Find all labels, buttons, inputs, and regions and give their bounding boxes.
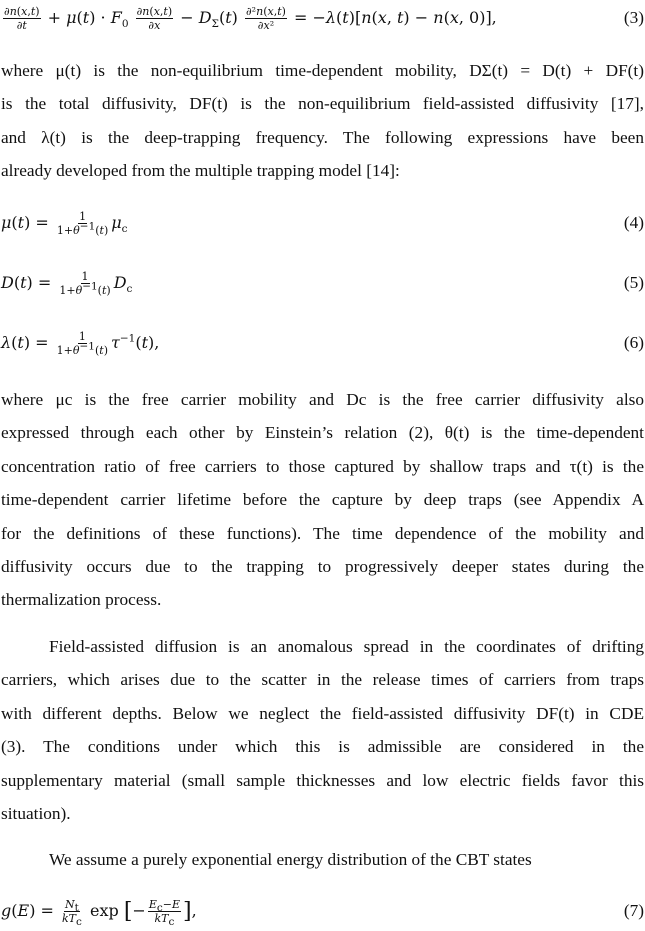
- equation-6-number: (6): [623, 333, 644, 352]
- paragraph-2-line: thermalization process.: [1, 590, 162, 610]
- paragraph-1: [1, 54, 644, 188]
- equation-3: [1, 2, 644, 34]
- paragraph-2-line: expressed through each other by Einstein’s relation (2), θ(t) is the time-dependent: [1, 423, 644, 443]
- paragraph-3-line: with different depths. Below we neglect the field-assisted diffusivity DF(t) in CDE: [1, 703, 644, 723]
- paragraph-2-line: concentration ratio of free carriers to those captured by shallow traps and τ(t) is the: [1, 456, 644, 476]
- paragraph-2-line: for the definitions of these functions). The time dependence of the mobility and: [1, 523, 644, 543]
- paragraph-4-line: We assume a purely exponential energy distribution of the CBT states: [49, 850, 532, 869]
- equation-7: [1, 892, 644, 930]
- equation-7-number: (7): [623, 901, 644, 920]
- paragraph-2-line: where μc is the free carrier mobility and Dc is the free carrier diffusivity also: [1, 390, 644, 409]
- equation-7-body: g(E) = $\frac{N_t}{kT_c}$ exp [− $\frac{E_c-E}{kT_c}$ ],: [1, 897, 197, 928]
- paragraph-2-line: diffusivity occurs due to the trapping to progressively deeper states during the: [1, 556, 644, 576]
- equation-5-body: D(t) = $\frac{1}{1+\theta^{-1}(t)}$ $D_c$: [1, 269, 133, 297]
- paragraph-3-line: (3). The conditions under which this is admissible are considered in the: [1, 737, 644, 757]
- paragraph-3-line: situation).: [1, 803, 71, 823]
- paragraph-2-line: time-dependent carrier lifetime before the capture by deep traps (see Appendix A: [1, 490, 644, 510]
- paragraph-1-line: and λ(t) is the deep-trapping frequency. The following expressions have been: [1, 127, 644, 147]
- paragraph-1-line: where μ(t) is the non-equilibrium time-dependent mobility, DΣ(t) = D(t) + DF(t): [1, 61, 644, 80]
- paragraph-4: [1, 843, 644, 876]
- paragraph-3-line: Field-assisted diffusion is an anomalous spread in the coordinates of drifting: [49, 637, 644, 656]
- paragraph-3: [1, 630, 644, 830]
- equation-3-number: (3): [623, 8, 644, 27]
- paragraph-1-line: already developed from the multiple trapping model [14]:: [1, 161, 400, 181]
- paragraph-3-line: supplementary material (small sample thicknesses and low electric fields favor this: [1, 770, 644, 790]
- equation-3-body: $\frac{\partial n(x,t)}{\partial t}$ + $\mu(t) \cdot F_0$ $\frac{\partial n(x,t)}{\partial x}$ − $D_\Sigma(t)$ $\frac{\text{∂²n(x,t)}}{\text{∂x²}}$ = −λ(t)[n(x, t) − n(x, 0)],: [4, 4, 497, 32]
- equation-5-number: (5): [623, 273, 644, 292]
- equation-5: [1, 264, 644, 302]
- equation-4-body: μ(t) = $\frac{1}{1+\theta^{-1}(t)}$ $\mu_c$: [1, 209, 128, 237]
- equation-6-body: λ(t) = $\frac{1}{1+\theta^{-1}(t)}$ $\tau^{-1}(t)$,: [1, 329, 160, 357]
- paragraph-1-line: is the total diffusivity, DF(t) is the non-equilibrium field-assisted diffusivity [17],: [1, 94, 644, 114]
- equation-4-number: (4): [623, 213, 644, 232]
- paragraph-3-line: carriers, which arises due to the scatter in the release times of carriers from traps: [1, 670, 644, 690]
- equation-4: [1, 204, 644, 242]
- equation-6: [1, 324, 644, 362]
- paragraph-2: [1, 383, 644, 617]
